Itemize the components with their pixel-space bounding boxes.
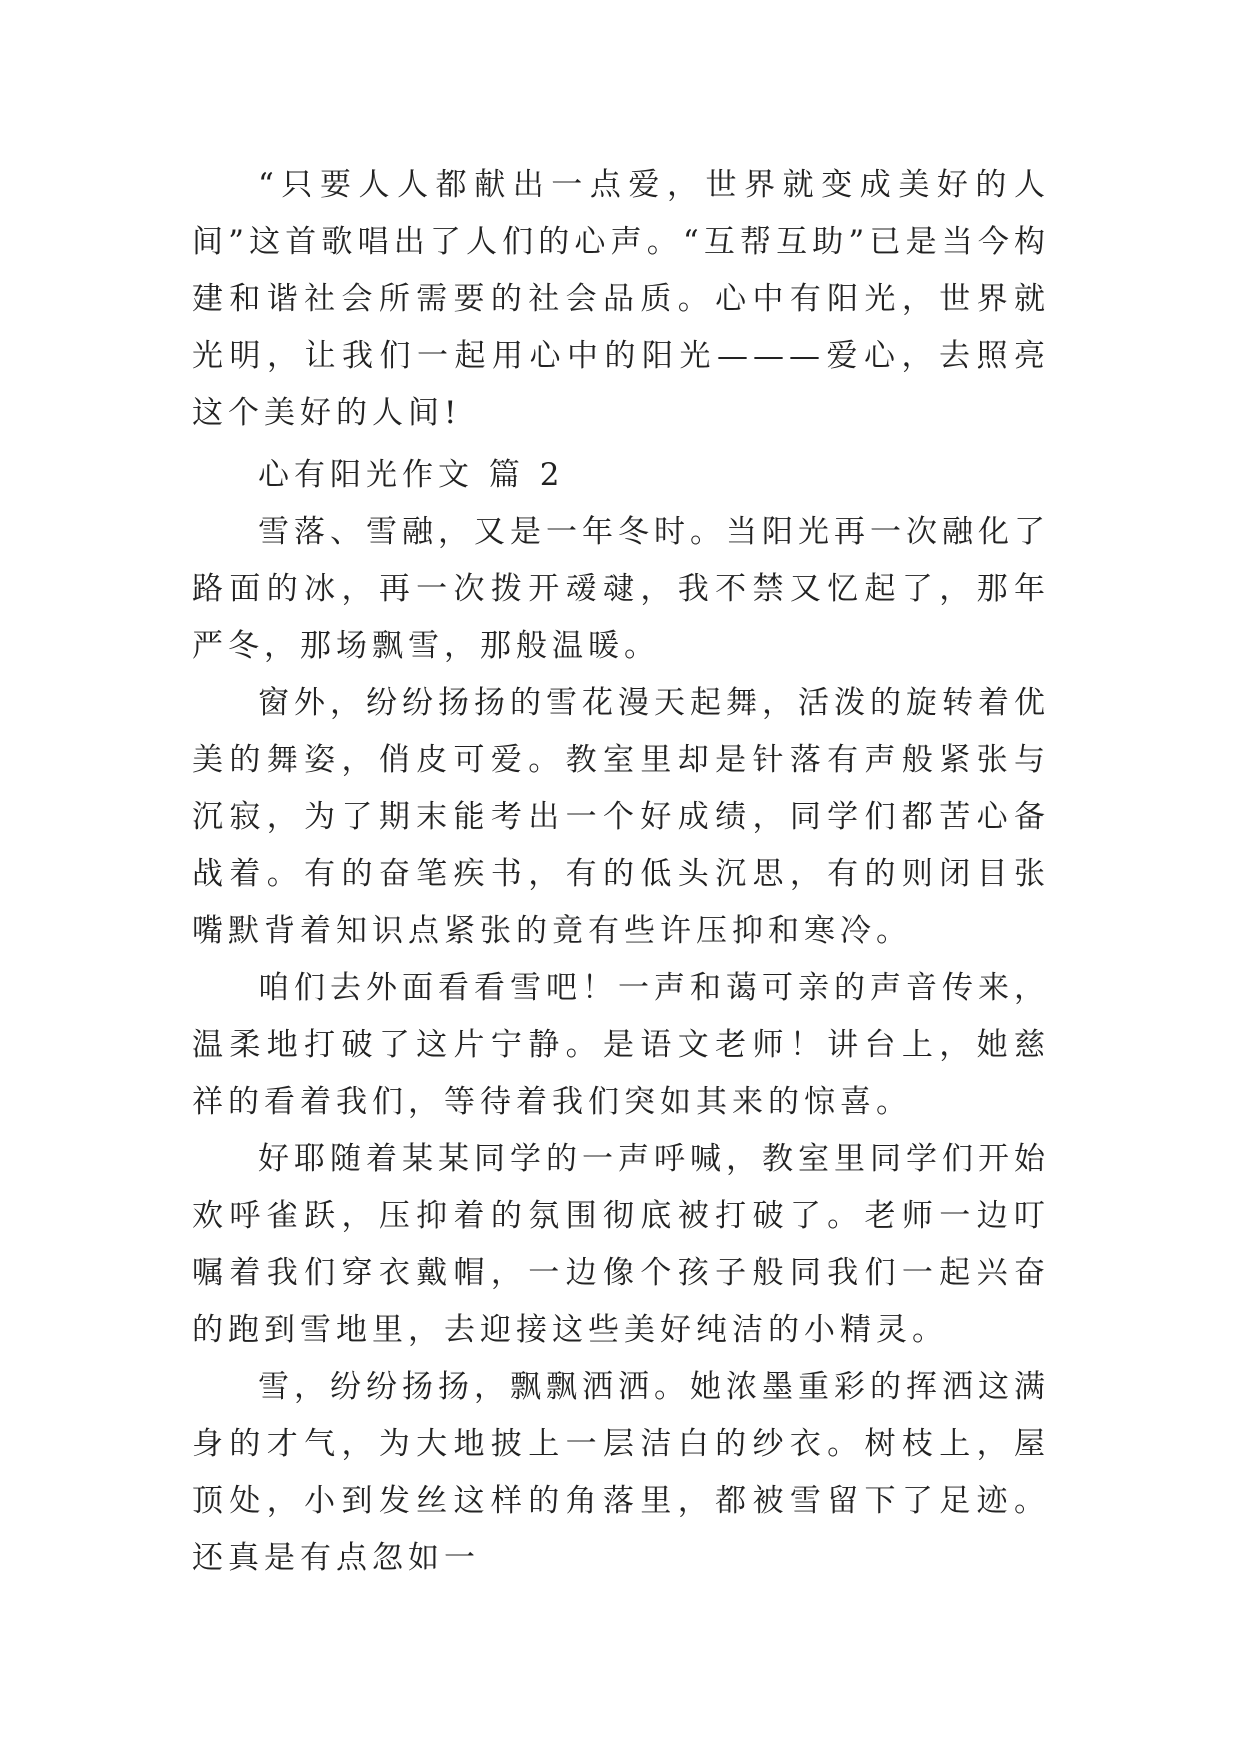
- paragraph: 好耶随着某某同学的一声呼喊，教室里同学们开始欢呼雀跃，压抑着的氛围彻底被打破了。老师一边叮嘱着我们穿衣戴帽，一边像个孩子般同我们一起兴奋的跑到雪地里，去迎接这些美好纯洁的小精灵。: [192, 1141, 1050, 1348]
- intro-paragraph: “只要人人都献出一点爱，世界就变成美好的人间”这首歌唱出了人们的心声。“互帮互助”已是当今构建和谐社会所需要的社会品质。心中有阳光，世界就光明，让我们一起用心中的阳光———爱心，去照亮这个美好的人间!: [192, 167, 1050, 431]
- essay-section: [192, 447, 1050, 1587]
- paragraph: 咱们去外面看看雪吧！一声和蔼可亲的声音传来，温柔地打破了这片宁静。是语文老师！讲台上，她慈祥的看着我们，等待着我们突如其来的惊喜。: [192, 970, 1050, 1120]
- intro-section: [192, 157, 1050, 442]
- paragraph: 雪，纷纷扬扬，飘飘洒洒。她浓墨重彩的挥洒这满身的才气，为大地披上一层洁白的纱衣。树枝上，屋顶处，小到发丝这样的角落里，都被雪留下了足迹。还真是有点忽如一: [192, 1369, 1050, 1576]
- section-heading: 心有阳光作文 篇 2: [258, 457, 565, 493]
- paragraph: 雪落、雪融，又是一年冬时。当阳光再一次融化了路面的冰，再一次拨开叆叇，我不禁又忆起了，那年严冬，那场飘雪，那般温暖。: [192, 514, 1050, 664]
- paragraph: 窗外，纷纷扬扬的雪花漫天起舞，活泼的旋转着优美的舞姿，俏皮可爱。教室里却是针落有声般紧张与沉寂，为了期末能考出一个好成绩，同学们都苦心备战着。有的奋笔疾书，有的低头沉思，有的则闭目张嘴默背着知识点紧张的竟有些许压抑和寒冷。: [192, 685, 1050, 949]
